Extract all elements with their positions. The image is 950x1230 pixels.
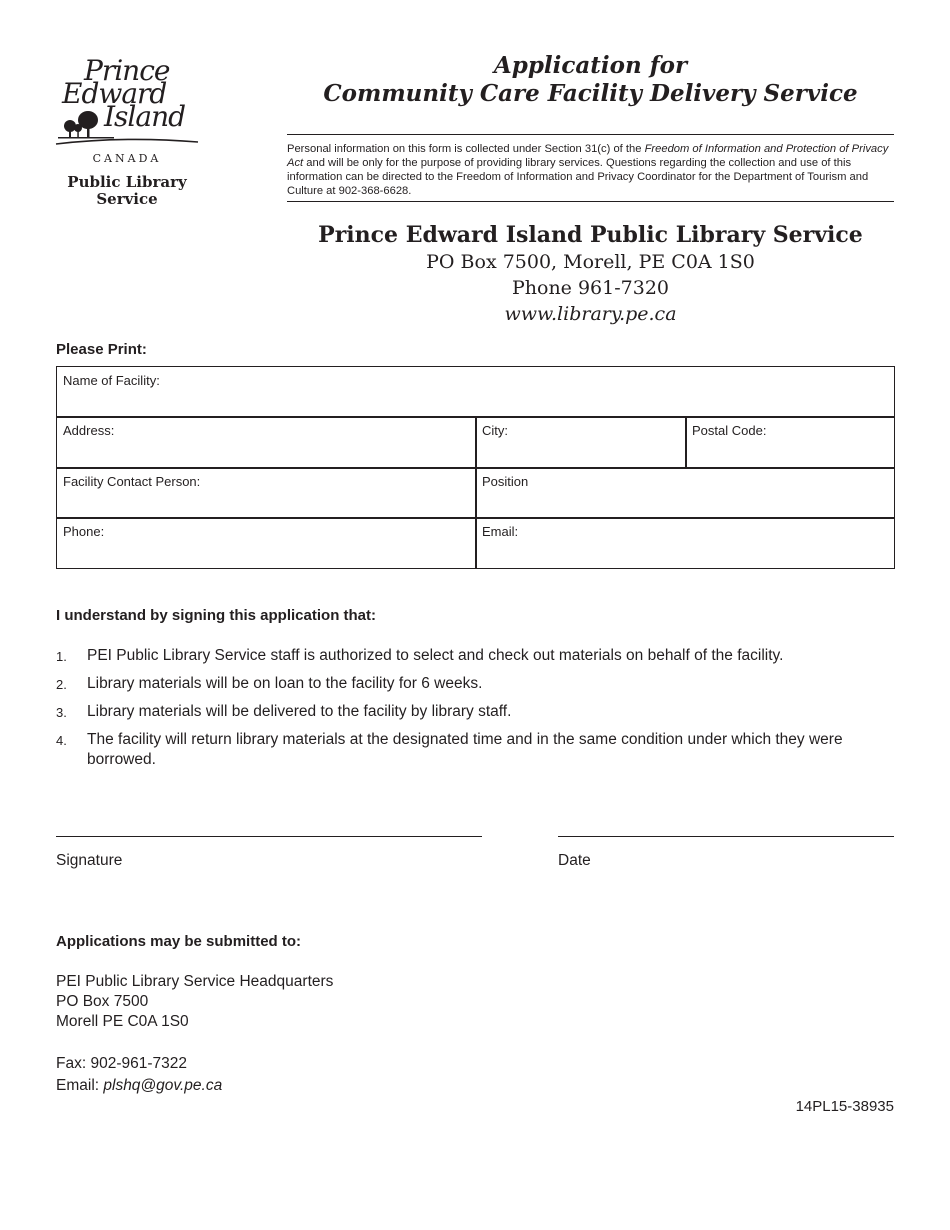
- signature-line[interactable]: [56, 836, 482, 837]
- contact-person-field[interactable]: [57, 468, 475, 517]
- email-label: Email:: [482, 524, 519, 539]
- logo-country: CANADA: [92, 152, 162, 165]
- logo-word-island: Island: [104, 100, 186, 133]
- fax-label: Fax:: [56, 1055, 91, 1072]
- phone-field[interactable]: [57, 518, 475, 568]
- page-title: [287, 52, 894, 108]
- address-line: PEI Public Library Service Headquarters: [56, 973, 334, 990]
- submission-contact: [56, 1053, 222, 1097]
- terms-list: [56, 646, 896, 778]
- address-label: Address:: [63, 423, 115, 438]
- list-item: [56, 730, 896, 769]
- logo-service-line1: Public Library: [67, 173, 187, 191]
- list-number: 2.: [56, 677, 67, 692]
- list-item: [56, 702, 896, 722]
- logo-swoosh-icon: [54, 134, 200, 148]
- pei-logo: [54, 54, 204, 214]
- organization-address: PO Box 7500, Morell, PE C0A 1S0: [426, 251, 755, 273]
- list-number: 3.: [56, 705, 67, 720]
- form-number: 14PL15-38935: [795, 1098, 894, 1115]
- divider: [287, 134, 894, 135]
- submission-address: [56, 972, 333, 1032]
- position-field[interactable]: [476, 468, 894, 517]
- list-number: 4.: [56, 733, 67, 748]
- email-address[interactable]: plshq@gov.pe.ca: [103, 1077, 223, 1094]
- address-line: Morell PE C0A 1S0: [56, 1013, 189, 1030]
- facility-form: [56, 366, 895, 569]
- privacy-text-2: and will be only for the purpose of providing library services. Questions regarding the collection and use of this information can be directed to the Freedom of Information and Privacy Coordinator for the Department of Tourism and Culture at 902-368-6628.: [287, 157, 869, 197]
- address-line: PO Box 7500: [56, 993, 149, 1010]
- signature-label: Signature: [56, 852, 123, 869]
- facility-name-field[interactable]: [57, 367, 894, 416]
- address-field[interactable]: [57, 417, 475, 467]
- city-label: City:: [482, 423, 508, 438]
- privacy-act-name: Freedom of Information and Protection of Privacy Act: [287, 143, 889, 169]
- title-line1: Application for: [493, 52, 688, 79]
- position-label: Position: [482, 474, 529, 489]
- organization-website[interactable]: www.library.pe.ca: [504, 303, 677, 325]
- logo-service-line2: Service: [96, 190, 158, 208]
- list-text: PEI Public Library Service staff is authorized to select and check out materials on behalf of the facility.: [87, 647, 784, 664]
- logo-word-edward: Edward: [62, 77, 167, 110]
- organization-block: [287, 221, 894, 327]
- contact-person-label: Facility Contact Person:: [63, 474, 201, 489]
- list-item: [56, 674, 896, 694]
- list-text: The facility will return library materials at the designated time and in the same condition under which they were borrowed.: [87, 731, 843, 768]
- fax-line: [56, 1053, 222, 1075]
- logo-word-prince: Prince: [84, 54, 170, 87]
- list-text: Library materials will be on loan to the facility for 6 weeks.: [87, 675, 483, 692]
- form-heading: Please Print:: [56, 341, 147, 358]
- date-label: Date: [558, 852, 591, 869]
- postal-code-label: Postal Code:: [692, 423, 767, 438]
- organization-name: Prince Edward Island Public Library Service: [318, 222, 863, 248]
- list-number: 1.: [56, 649, 67, 664]
- terms-heading: I understand by signing this application that:: [56, 607, 377, 624]
- title-line2: Community Care Facility Delivery Service: [323, 80, 858, 107]
- submission-heading: Applications may be submitted to:: [56, 933, 302, 950]
- facility-name-label: Name of Facility:: [63, 373, 160, 388]
- city-field[interactable]: [476, 417, 685, 467]
- list-text: Library materials will be delivered to the facility by library staff.: [87, 703, 512, 720]
- email-contact-label: Email:: [56, 1077, 104, 1094]
- logo-service-name: [54, 174, 200, 208]
- fax-number: 902-961-7322: [90, 1055, 187, 1072]
- email-line: [56, 1075, 222, 1097]
- date-line[interactable]: [558, 836, 894, 837]
- email-field[interactable]: [476, 518, 894, 568]
- list-item: [56, 646, 896, 666]
- divider: [287, 201, 894, 202]
- organization-phone: Phone 961-7320: [511, 277, 670, 299]
- postal-code-field[interactable]: [686, 417, 894, 467]
- privacy-notice: [287, 142, 894, 198]
- privacy-text-1: Personal information on this form is collected under Section 31(c) of the: [287, 143, 645, 155]
- phone-label: Phone:: [63, 524, 105, 539]
